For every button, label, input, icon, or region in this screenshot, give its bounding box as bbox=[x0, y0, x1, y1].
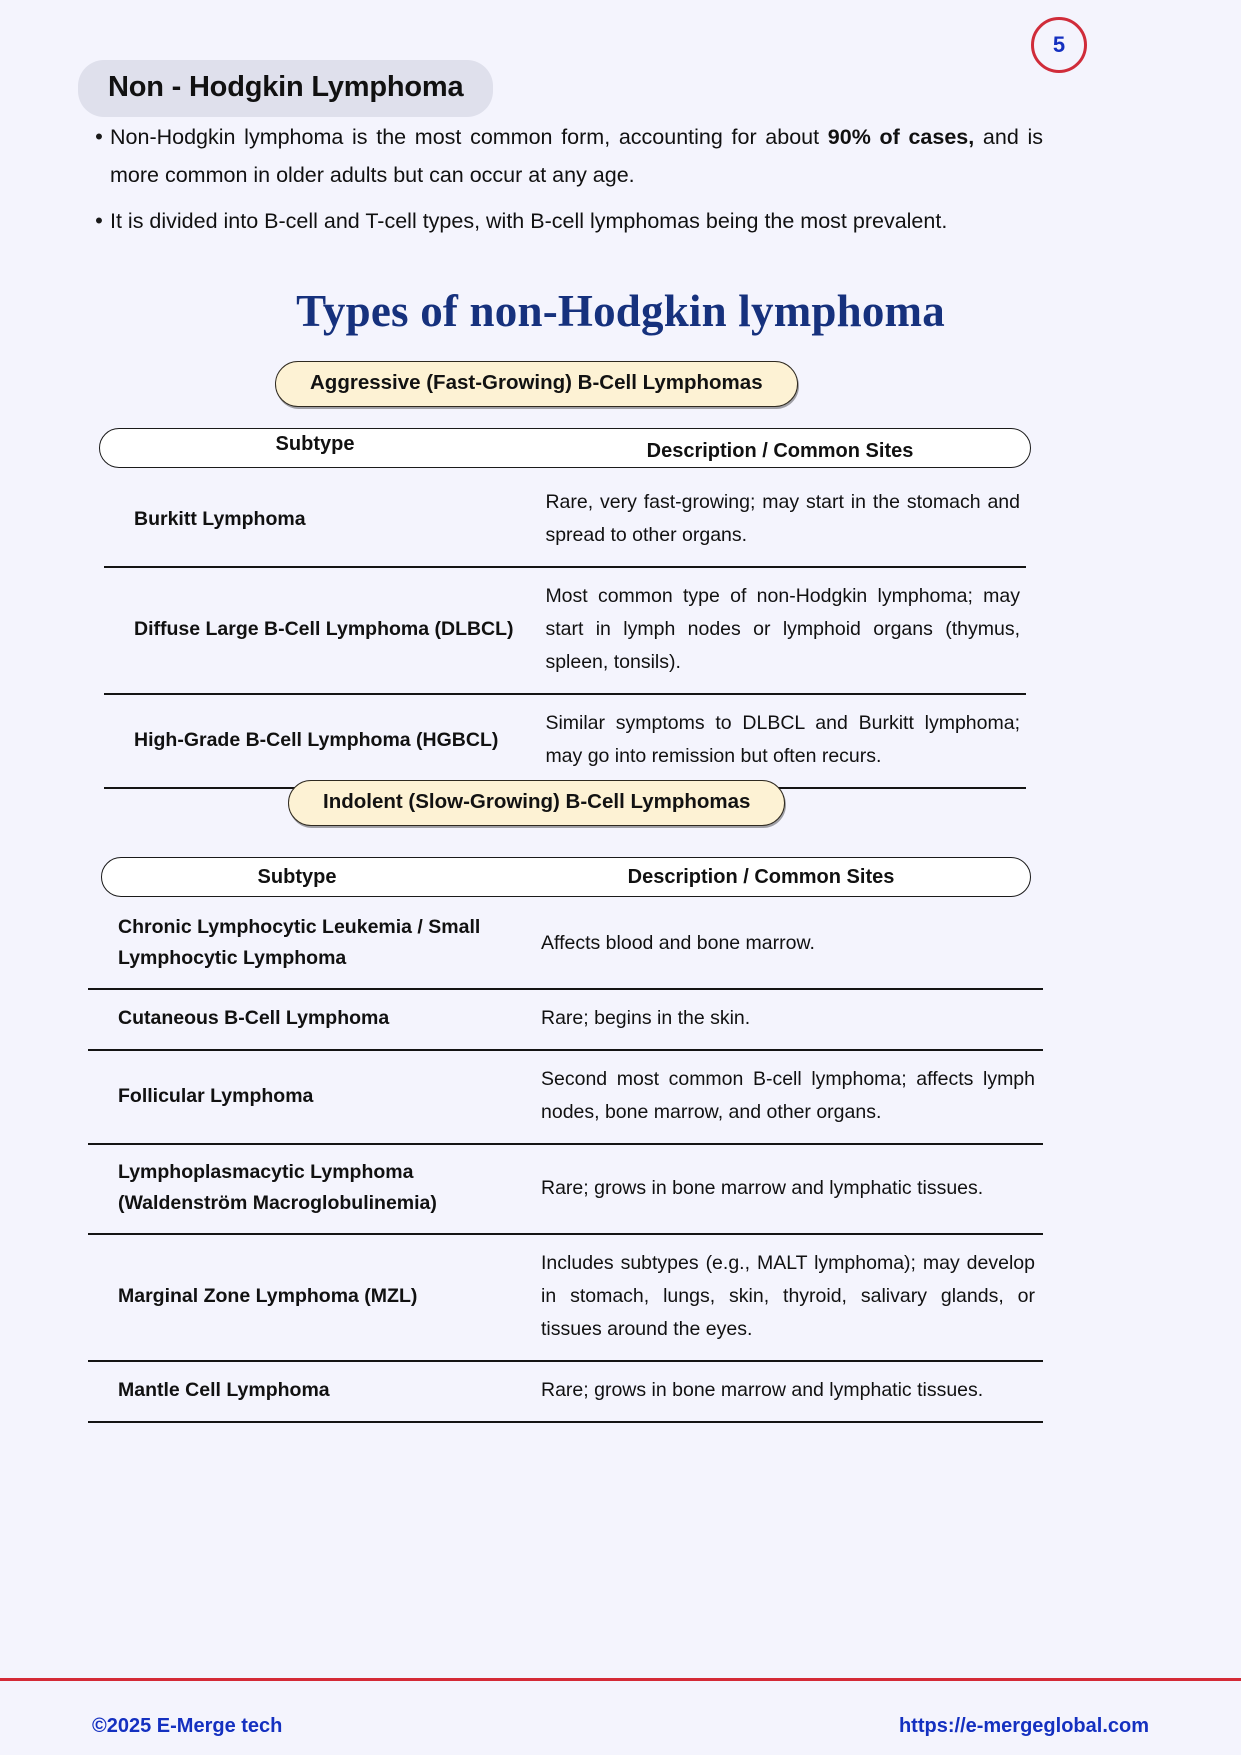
page-number-text: 5 bbox=[1052, 32, 1066, 57]
section-heading: Types of non-Hodgkin lymphoma bbox=[296, 286, 945, 336]
bullet-dot-icon: • bbox=[95, 124, 103, 149]
page-title: Non - Hodgkin Lymphoma bbox=[108, 71, 464, 103]
list-item bbox=[88, 202, 1043, 240]
cell-subtype: Lymphoplasmacytic Lymphoma (Waldenström Macroglobulinemia) bbox=[88, 1144, 523, 1234]
intro-bullet-list bbox=[88, 118, 1043, 248]
page-title-pill bbox=[78, 60, 493, 117]
column-header-subtype: Subtype bbox=[257, 865, 337, 888]
table-header-aggressive bbox=[99, 428, 1031, 468]
bullet-text-pre: Non-Hodgkin lymphoma is the most common form, accounting for about bbox=[110, 125, 828, 149]
cell-subtype: Burkitt Lymphoma bbox=[104, 474, 517, 567]
table-row bbox=[88, 1361, 1043, 1422]
table-indolent-lymphomas bbox=[88, 900, 1043, 1423]
bullet-text-bold: 90% of cases, bbox=[827, 125, 975, 149]
footer-copyright: ©2025 E-Merge tech bbox=[92, 1715, 283, 1737]
cell-subtype: Mantle Cell Lymphoma bbox=[88, 1361, 523, 1422]
table-row bbox=[104, 694, 1026, 788]
cell-description: Includes subtypes (e.g., MALT lymphoma); may develop in stomach, lungs, skin, thyroid, salivary glands, or tissues around the eyes. bbox=[523, 1234, 1043, 1361]
table-header-indolent bbox=[101, 857, 1031, 897]
table-row bbox=[88, 1144, 1043, 1234]
cell-description: Most common type of non-Hodgkin lymphoma; may start in lymph nodes or lymphoid organs (thymus, spleen, tonsils). bbox=[517, 567, 1026, 694]
cell-subtype: Chronic Lymphocytic Leukemia / Small Lymphocytic Lymphoma bbox=[88, 900, 523, 989]
cell-description: Rare; begins in the skin. bbox=[523, 989, 1043, 1050]
table-row bbox=[88, 1234, 1043, 1361]
column-header-description: Description / Common Sites bbox=[646, 439, 914, 462]
table-aggressive-lymphomas bbox=[104, 474, 1026, 789]
table-row bbox=[104, 474, 1026, 567]
cell-subtype: Follicular Lymphoma bbox=[88, 1050, 523, 1144]
footer-url[interactable]: https://e-mergeglobal.com bbox=[898, 1715, 1149, 1737]
column-header-description: Description / Common Sites bbox=[627, 865, 895, 888]
list-item bbox=[88, 118, 1043, 194]
bullet-text bbox=[110, 118, 1043, 194]
bullet-dot-icon: • bbox=[95, 208, 103, 233]
table-row bbox=[88, 989, 1043, 1050]
page-number-badge bbox=[1031, 17, 1087, 73]
cell-subtype: Marginal Zone Lymphoma (MZL) bbox=[88, 1234, 523, 1361]
section-pill-indolent bbox=[288, 780, 785, 826]
column-header-subtype: Subtype bbox=[275, 432, 355, 455]
cell-description: Similar symptoms to DLBCL and Burkitt lymphoma; may go into remission but often recurs. bbox=[517, 694, 1026, 788]
cell-subtype: High-Grade B-Cell Lymphoma (HGBCL) bbox=[104, 694, 517, 788]
cell-description: Rare; grows in bone marrow and lymphatic tissues. bbox=[523, 1144, 1043, 1234]
section-pill-aggressive bbox=[275, 361, 798, 407]
bullet-text bbox=[110, 202, 1043, 240]
section-pill-label: Indolent (Slow-Growing) B-Cell Lymphomas bbox=[323, 790, 751, 813]
cell-description: Rare; grows in bone marrow and lymphatic tissues. bbox=[523, 1361, 1043, 1422]
table-row bbox=[88, 1050, 1043, 1144]
table-row bbox=[88, 900, 1043, 989]
cell-description: Affects blood and bone marrow. bbox=[523, 900, 1043, 989]
section-pill-label: Aggressive (Fast-Growing) B-Cell Lymphomas bbox=[310, 371, 763, 394]
bullet-text-pre: It is divided into B-cell and T-cell types, with B-cell lymphomas being the most prevalent. bbox=[110, 209, 948, 233]
cell-description: Second most common B-cell lymphoma; affects lymph nodes, bone marrow, and other organs. bbox=[523, 1050, 1043, 1144]
bullet-text-post: and is more common in older adults but can occur at any age. bbox=[110, 125, 1043, 187]
footer-divider bbox=[0, 1678, 1241, 1681]
cell-subtype: Cutaneous B-Cell Lymphoma bbox=[88, 989, 523, 1050]
cell-subtype: Diffuse Large B-Cell Lymphoma (DLBCL) bbox=[104, 567, 517, 694]
cell-description: Rare, very fast-growing; may start in the stomach and spread to other organs. bbox=[517, 474, 1026, 567]
table-row bbox=[104, 567, 1026, 694]
